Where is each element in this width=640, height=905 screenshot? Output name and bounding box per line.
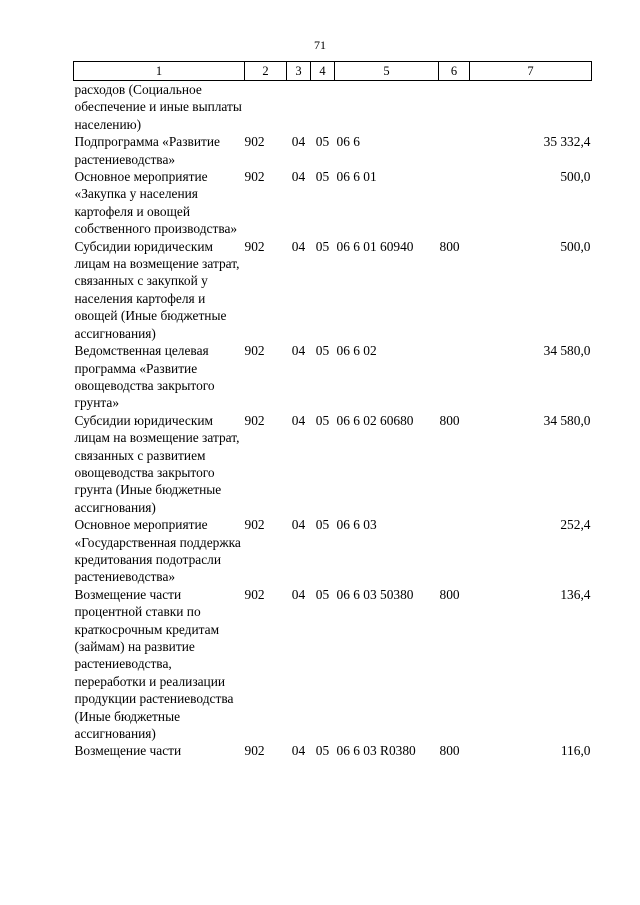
cell-subsection: 05 xyxy=(315,517,330,533)
cell-ministry-code: 902 xyxy=(244,517,265,533)
header-col-1: 1 xyxy=(74,62,245,81)
cell-expense-type xyxy=(439,516,470,586)
table-row xyxy=(74,342,592,412)
cell-ministry-code xyxy=(245,81,287,134)
cell-subsection: 05 xyxy=(315,343,330,359)
table-row xyxy=(74,81,592,134)
cell-amount: 34 580,0 xyxy=(543,343,591,359)
header-row xyxy=(74,62,592,81)
cell-subsection: 05 xyxy=(315,743,330,759)
header-col-3: 3 xyxy=(287,62,311,81)
cell-ministry-code: 902 xyxy=(244,412,265,428)
header-col-2: 2 xyxy=(245,62,287,81)
cell-amount: 35 332,4 xyxy=(543,134,591,150)
cell-target-item: 06 6 03 xyxy=(336,517,377,533)
cell-amount: 252,4 xyxy=(560,517,591,533)
table-row xyxy=(74,238,592,342)
table-body xyxy=(74,81,592,760)
cell-expense-type xyxy=(439,168,470,238)
page-number: 71 xyxy=(314,38,326,52)
cell-name: Возмещение части xyxy=(74,743,182,759)
header-col-7: 7 xyxy=(470,62,592,81)
cell-subsection: 05 xyxy=(315,134,330,150)
cell-target-item: 06 6 03 50380 xyxy=(336,586,414,602)
cell-ministry-code: 902 xyxy=(244,238,265,254)
cell-amount xyxy=(470,81,592,134)
cell-name: Основное мероприятие «Государственная поддержка кредитования подотрасли растениеводства» xyxy=(74,517,241,585)
cell-target-item: 06 6 xyxy=(336,134,360,150)
cell-ministry-code: 902 xyxy=(244,169,265,185)
budget-table xyxy=(73,61,592,760)
cell-expense-type: 800 xyxy=(439,586,460,602)
cell-target-item: 06 6 01 60940 xyxy=(336,238,414,254)
cell-name: Основное мероприятие «Закупка у населения картофеля и овощей собственного производства» xyxy=(74,169,238,237)
cell-name: расходов (Социальное обеспечение и иные выплаты населению) xyxy=(74,82,242,132)
cell-subsection: 05 xyxy=(315,412,330,428)
cell-name: Возмещение части процентной ставки по краткосрочным кредитам (займам) на развитие растениеводства, переработки и реализации продукции растениеводства (Иные бюджетные ассигнования) xyxy=(74,586,234,742)
table-row xyxy=(74,412,592,516)
table-row xyxy=(74,742,592,759)
cell-target-item: 06 6 02 xyxy=(336,343,377,359)
cell-section: 04 xyxy=(291,238,306,254)
table-row xyxy=(74,133,592,168)
cell-section xyxy=(287,81,311,134)
cell-name: Ведомственная целевая программа «Развитие овощеводства закрытого грунта» xyxy=(74,343,215,411)
cell-expense-type: 800 xyxy=(439,412,460,428)
table-header xyxy=(74,62,592,81)
cell-expense-type xyxy=(439,342,470,412)
cell-section: 04 xyxy=(291,743,306,759)
cell-subsection: 05 xyxy=(315,586,330,602)
cell-amount: 116,0 xyxy=(560,743,591,759)
cell-target-item: 06 6 02 60680 xyxy=(336,412,414,428)
table-row xyxy=(74,516,592,586)
cell-section: 04 xyxy=(291,343,306,359)
cell-expense-type xyxy=(439,81,470,134)
cell-ministry-code: 902 xyxy=(244,586,265,602)
header-col-4: 4 xyxy=(311,62,335,81)
cell-amount: 34 580,0 xyxy=(543,412,591,428)
cell-expense-type xyxy=(439,133,470,168)
cell-name: Субсидии юридическим лицам на возмещение затрат, связанных с развитием овощеводства закрытого грунта (Иные бюджетные ассигнования) xyxy=(74,412,240,515)
cell-name: Субсидии юридическим лицам на возмещение затрат, связанных с закупкой у населения картофеля и овощей (Иные бюджетные ассигнования) xyxy=(74,238,240,341)
table-row xyxy=(74,168,592,238)
cell-ministry-code: 902 xyxy=(244,743,265,759)
cell-ministry-code: 902 xyxy=(244,134,265,150)
cell-subsection xyxy=(311,81,335,134)
cell-section: 04 xyxy=(291,517,306,533)
cell-section: 04 xyxy=(291,134,306,150)
cell-amount: 500,0 xyxy=(560,169,591,185)
cell-amount: 136,4 xyxy=(560,586,591,602)
cell-expense-type: 800 xyxy=(439,743,460,759)
cell-name: Подпрограмма «Развитие растениеводства» xyxy=(74,134,220,167)
cell-target-item xyxy=(335,81,439,134)
cell-amount: 500,0 xyxy=(560,238,591,254)
header-col-6: 6 xyxy=(439,62,470,81)
table-row xyxy=(74,586,592,743)
cell-section: 04 xyxy=(291,586,306,602)
cell-target-item: 06 6 01 xyxy=(336,169,377,185)
cell-subsection: 05 xyxy=(315,169,330,185)
cell-section: 04 xyxy=(291,169,306,185)
cell-expense-type: 800 xyxy=(439,238,460,254)
cell-target-item: 06 6 03 R0380 xyxy=(336,743,416,759)
cell-subsection: 05 xyxy=(315,238,330,254)
header-col-5: 5 xyxy=(335,62,439,81)
cell-ministry-code: 902 xyxy=(244,343,265,359)
cell-section: 04 xyxy=(291,412,306,428)
